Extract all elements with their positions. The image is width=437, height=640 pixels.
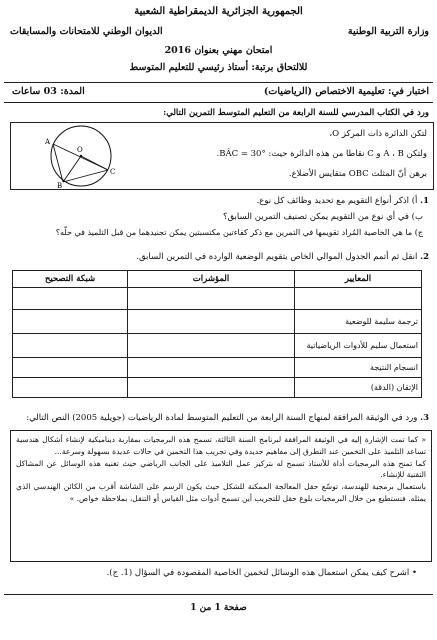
label-o: O xyxy=(77,146,83,154)
duration: المدة: 03 ساعات xyxy=(12,86,85,97)
q3-intro: 3. ورد في الوثيقة المرافقة لمنهاج السنة الرابعة من التعليم المتوسط لمادة الرياضيات (جويلية 2005) النص التالي: xyxy=(26,413,429,423)
republic-title: الجمهورية الجزائرية الديمقراطية الشعبية xyxy=(134,6,303,17)
table-row xyxy=(13,358,422,378)
table-cell: انسجام النتيجة xyxy=(295,358,422,378)
exercise-line-2: ولتكن A ، B و C نقاطا من هذه الدائرة حيث: BÂC = 30°. xyxy=(216,149,427,159)
quote-paragraph-2: كما تمنح هذه البرمجيات أداة للأستاذ تسمح له بتركيز عمل التلاميذ على الجانب الرياضي حيث تغنيه هذه الوسائل عن المشاكل التقنية للإنشاء. xyxy=(16,458,426,480)
criteria-table xyxy=(12,270,422,398)
table-row xyxy=(13,288,422,310)
page-number: صفحة 1 من 1 xyxy=(190,603,247,613)
label-b: B xyxy=(57,182,63,188)
exercise-line-1: لتكن الدائرة ذات المركز O، xyxy=(329,129,427,139)
exercise-box xyxy=(10,122,434,190)
table-row xyxy=(13,378,422,398)
table-cell xyxy=(13,288,128,310)
quote-paragraph-1: « كما تمت الإشارة إليه في الوثيقة المرافقة لبرنامج السنة الثالثة، تسمح هذه البرمجيات بمقاربة ديناميكية لإنشاء أشكال هندسية تساعد التلميذ على التخمين عند التطرق إلى مفاهيم جديدة وفي تجريب هذا التخمين في حالات عديدة بسهولة وسرعة... xyxy=(16,435,426,456)
table-cell xyxy=(13,378,128,398)
ministry-name: وزارة التربية الوطنية xyxy=(347,26,429,37)
exam-office-name: الديوان الوطني للامتحانات والمسابقات xyxy=(10,26,163,37)
q1-c: ج) ما هي الخاصية المُراد تقويمها في التمرين مع ذكر كفاءتين مكتسبتين يمكن تجنيدهما من قبل التلميذ في حلّه؟ xyxy=(55,228,423,237)
exam-title: امتحان مهني بعنوان 2016 xyxy=(164,45,273,56)
table-cell xyxy=(128,358,295,378)
exam-rank: للالتحاق برتبة: أستاذ رئيسي للتعليم المتوسط xyxy=(129,62,308,73)
table-header-row xyxy=(13,271,422,288)
header-indicators: المؤشرات xyxy=(128,271,295,288)
table-row xyxy=(13,334,422,358)
subject-divider xyxy=(4,102,433,103)
header-criteria: المعايير xyxy=(295,271,422,288)
q1-b: ب) في أي نوع من التقويم يمكن تصنيف التمرين السابق؟ xyxy=(222,212,423,222)
header-grading-grid: شبكة التصحيح xyxy=(13,271,128,288)
table-cell xyxy=(128,378,295,398)
label-a: A xyxy=(45,138,51,146)
table-cell: الإتقان (الدقة) xyxy=(295,378,422,398)
table-cell xyxy=(128,288,295,310)
table-cell: استعمال سليم للأدوات الرياضياتية xyxy=(295,334,422,358)
table-cell xyxy=(13,334,128,358)
segment-ab xyxy=(53,144,63,182)
q1-a: 1. أ) اذكر أنواع التقويم مع تحديد وظائف كل نوع. xyxy=(256,196,429,206)
header-divider xyxy=(4,82,433,83)
label-c: C xyxy=(110,168,116,176)
footer-divider xyxy=(4,594,433,595)
quote-box xyxy=(10,430,432,562)
table-cell xyxy=(13,310,128,334)
table-cell xyxy=(128,310,295,334)
quote-paragraph-3: باستعمال برمجية للهندسة، توسّع حقل المعالجة الممكنة للشكل حيث يكون الرسم على الشاشة أقرب من الكائن الهندسي الذي يمثله. فنستطيع من خلال البرمجيات بلوغ حقل للتجريب أين تسمح أدوات مثل القياس أو التنقل، بملاحظة خواص. » xyxy=(16,482,426,503)
table-cell xyxy=(13,358,128,378)
bullet-icon: • xyxy=(411,568,417,578)
table-row xyxy=(13,310,422,334)
circle-figure xyxy=(17,124,135,188)
table-cell xyxy=(128,334,295,358)
table-cell xyxy=(295,288,422,310)
q1-intro: ورد في الكتاب المدرسي للسنة الرابعة من التعليم المتوسط التمرين التالي: xyxy=(163,108,429,118)
table-cell: ترجمة سليمة للوضعية xyxy=(295,310,422,334)
q2-text: 2. انقل ثم أتمم الجدول الموالي الخاص بتقويم الوضعية الواردة في التمرين السابق. xyxy=(136,252,429,262)
q3-task: • اشرح كيف يمكن استعمال هذه الوسائل لتخمين الخاصية المقصودة في السؤال (1. ج). xyxy=(106,568,417,578)
exercise-line-3: برهن أنّ المثلث OBC متقايس الأضلاع. xyxy=(288,169,427,179)
subject-label: اختبار في: تعليمية الاختصاص (الرياضيات) xyxy=(263,86,429,97)
